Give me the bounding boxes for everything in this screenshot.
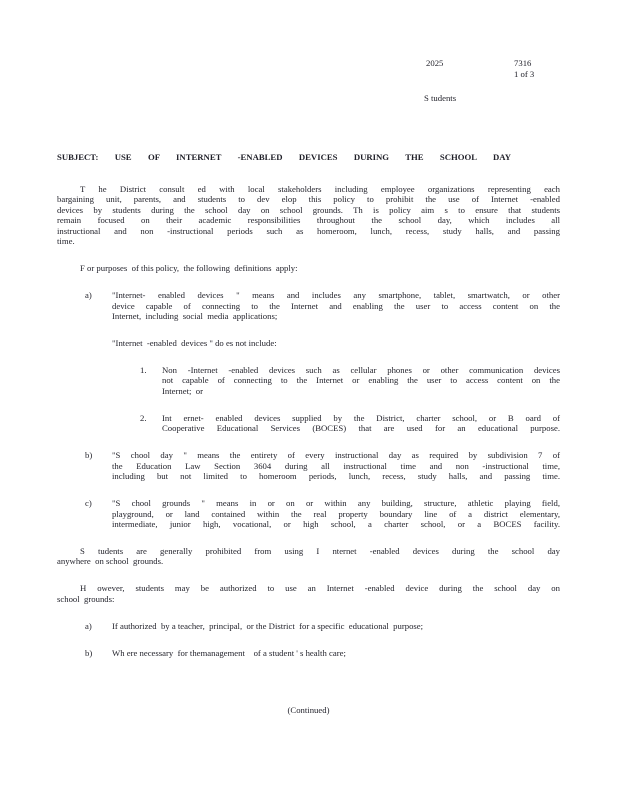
paragraph [57, 583, 560, 604]
header-policy-number: 7316 [514, 58, 532, 68]
text-line: Internet; or [162, 385, 204, 396]
text-line: Internet, including social media applications; [112, 311, 278, 322]
text-line: playground, or land contained within the real property boundary line of a district elementary, [112, 508, 560, 519]
list-marker: 2. [140, 412, 147, 423]
header-year: 2025 [426, 58, 444, 68]
text-line: intermediate, junior high, vocational, or high school, a charter school, or a BOCES facility. [112, 519, 560, 530]
header-page-indicator: 1 of 3 [514, 68, 535, 79]
list-item [57, 621, 560, 631]
text-line: devices by students during the school day on school grounds. Th is policy aim s to ensure that students [57, 204, 560, 215]
text-line: T he District consult ed with local stakeholders including employee organizations representing each [80, 184, 560, 194]
text-line: not capable of connecting to the Internet or enabling the user to access content on the [162, 375, 560, 386]
quoted-definition [57, 338, 560, 348]
text-line: device capable of connecting to the Internet and enabling the user to access content on the [112, 300, 560, 311]
list-item [57, 648, 560, 658]
list-item [57, 498, 560, 529]
text-line: H owever, students may be authorized to use an Internet -enabled device during the school day on [80, 583, 560, 594]
header-category: S tudents [424, 93, 457, 103]
list-marker: b) [85, 450, 93, 461]
text-line: Int ernet- enabled devices supplied by the District, charter school, or B oard of [162, 412, 560, 423]
text-line: F or purposes of this policy, the following definitions apply: [80, 263, 298, 274]
text-line: "S chool day " means the entirety of every instructional day as required by subdivision 7 of [112, 450, 560, 461]
text-line: "S chool grounds " means in or on or within any building, structure, athletic playing field, [112, 498, 560, 509]
text-line: Wh ere necessary for themanagement of a student ' s health care; [112, 647, 346, 658]
text-line: including but not limited to homeroom periods, lunch, recess, study halls, and passing time. [112, 471, 560, 482]
continued-footer: (Continued) [287, 705, 330, 716]
text-line: remain focused on their academic responsibilities throughout the school day, which includes all [57, 215, 560, 226]
subject-line: SUBJECT: USE OF INTERNET -ENABLED DEVICES DURING THE SCHOOL DAY [57, 152, 511, 162]
text-line: school grounds: [57, 593, 115, 604]
list-marker: a) [85, 620, 92, 631]
text-line: "Internet -enabled devices " do es not include: [112, 338, 277, 349]
list-marker: c) [85, 498, 92, 509]
list-item [57, 413, 560, 434]
text-line: S tudents are generally prohibited from using I nternet -enabled devices during the school day [80, 545, 560, 556]
list-item [57, 450, 560, 481]
list-item [57, 290, 560, 321]
paragraph [57, 263, 560, 273]
list-item [57, 365, 560, 396]
document-body [57, 184, 560, 716]
list-marker: 1. [140, 364, 147, 375]
text-line: instructional and non -instructional periods such as homeroom, lunch, recess, study halls, and passing [57, 225, 560, 236]
paragraph [57, 546, 560, 567]
text-line: If authorized by a teacher, principal, or the District for a specific educational purpose; [112, 620, 424, 631]
list-marker: b) [85, 647, 93, 658]
text-line: time. [57, 236, 75, 247]
text-line: Cooperative Educational Services (BOCES) that are used for an educational purpose. [162, 423, 560, 434]
paragraph [57, 184, 560, 247]
list-marker: a) [85, 290, 92, 301]
text-line: bargaining unit, parents, and students to dev elop this policy to prohibit the use of Internet -enabled [57, 194, 560, 205]
text-line: Non -Internet -enabled devices such as cellular phones or other communication devices [162, 364, 560, 375]
text-line: "Internet- enabled devices " means and includes any smartphone, tablet, smartwatch, or other [112, 290, 560, 301]
text-line: the Education Law Section 3604 during all instructional time and non -instructional time, [112, 460, 560, 471]
text-line: anywhere on school grounds. [57, 556, 164, 567]
